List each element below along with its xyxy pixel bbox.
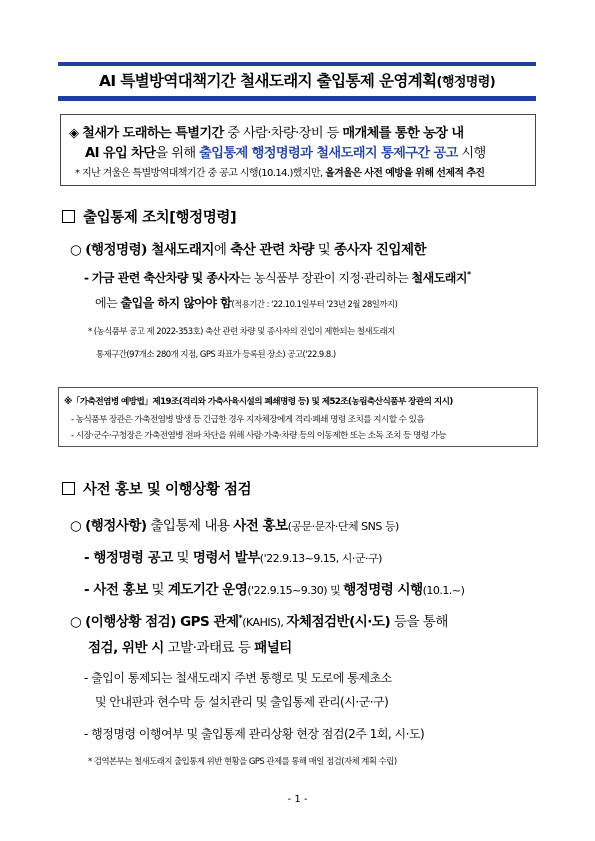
law-reference-box — [58, 387, 538, 447]
title-rule-bottom — [58, 96, 536, 101]
section-1-heading: 출입통제 조치[행정명령] — [62, 206, 236, 227]
section-2-sub-4: - 행정명령 이행여부 및 출입통제 관리상황 현장 점검(2주 1회, 시·도) — [84, 727, 425, 741]
dash-bullet: - — [84, 271, 89, 285]
summary-line-2: AI 유입 차단을 위해 출입통제 행정명령과 철새도래지 통제구간 공고 시행 — [85, 146, 486, 161]
section-2-sub-2: - 사전 홍보 및 계도기간 운영('22.9.15~9.30) 및 행정명령 시행(10.1.~) — [84, 582, 465, 598]
section-2-sub-3-line-1: - 출입이 통제되는 철새도래지 주변 통행로 및 도로에 통제초소 — [84, 671, 392, 685]
diamond-bullet-icon: ◈ — [69, 126, 79, 141]
section-2-sub-1: - 행정명령 공고 및 명령서 발부('22.9.13~9.15, 시·군·구) — [84, 550, 382, 566]
section-2-sub-3-line-2: 및 안내판과 현수막 등 설치관리 및 출입통제 관리(시·군·구) — [95, 695, 389, 709]
square-bullet-icon — [62, 482, 75, 495]
section-1-note-line-1: * (농식품부 공고 제 2022-353호) 축산 관련 차량 및 종사자의 진입이 제한되는 철새도래지 — [88, 326, 395, 336]
section-2-note: * 검역본부는 철새도래지 출입통제 위반 현황을 GPS 관제를 통해 매일 점검(자체 계획 수립) — [88, 756, 397, 766]
section-1-note-line-2: 통제구간(97개소 280개 지점, GPS 좌표가 등록된 장소) 공고('22.9.8.) — [96, 349, 336, 359]
page-title-main: AI 특별방역대책기간 철새도래지 출입통제 운영계획 — [98, 72, 437, 90]
section-2-item-2-line-1: ○ (이행상황 점검) GPS 관제*(KAHIS), 자체점검반(시·도) 등을 통해 — [70, 613, 448, 630]
title-rule-top — [58, 62, 536, 66]
page-title — [58, 69, 536, 91]
section-1-sub-1-line-1: - 가금 관련 축산차량 및 종사자는 농식품부 장관이 지정·관리하는 철새도래지* — [84, 270, 471, 285]
section-2-item-1: ○ (행정사항) 출입통제 내용 사전 홍보(공문·문자·단체 SNS 등) — [70, 518, 399, 534]
summary-line-1: ◈ 철새가 도래하는 특별기간 중 사람·차량·장비 등 매개체를 통한 농장 내 — [69, 126, 464, 141]
summary-note: * 지난 겨울은 특별방역대책기간 중 공고 시행(10.14.)했지만, 올겨울은 사전 예방을 위해 선제적 추진 — [75, 168, 485, 179]
page-number: - 1 - — [287, 794, 308, 805]
section-2-heading: 사전 홍보 및 이행상황 점검 — [62, 478, 251, 499]
circle-bullet-icon: ○ — [70, 518, 82, 534]
square-bullet-icon — [62, 210, 75, 223]
law-reference-title: ※「가축전염병 예방법」제19조(격리와 가축사육시설의 폐쇄명령 등) 및 제52조(농림축산식품부 장관의 지시) — [64, 397, 453, 407]
law-reference-line-2: - 시장·군수·구청장은 가축전염병 전파 차단을 위해 사람·가축·차량 등의 이동제한 또는 소독 조치 등 명령 가능 — [71, 431, 447, 441]
circle-bullet-icon: ○ — [70, 242, 82, 258]
page-title-suffix: (행정명령) — [436, 75, 496, 90]
section-1-sub-1-line-2: 에는 출입을 하지 않아야 함(적용기간 : '22.10.1일부터 '23년 2월 28일까지) — [95, 296, 398, 310]
section-1-item-1: ○ (행정명령) 철새도래지에 축산 관련 차량 및 종사자 진입제한 — [70, 242, 427, 258]
law-reference-line-1: - 농식품부 장관은 가축전염병 발생 등 긴급한 경우 지자체장에게 격리·폐쇄 명령 조치를 지시할 수 있음 — [71, 415, 425, 425]
section-2-item-2-line-2: 점검, 위반 시 고발·과태료 등 패널티 — [88, 640, 292, 656]
summary-box — [60, 114, 536, 186]
circle-bullet-icon: ○ — [70, 614, 82, 630]
